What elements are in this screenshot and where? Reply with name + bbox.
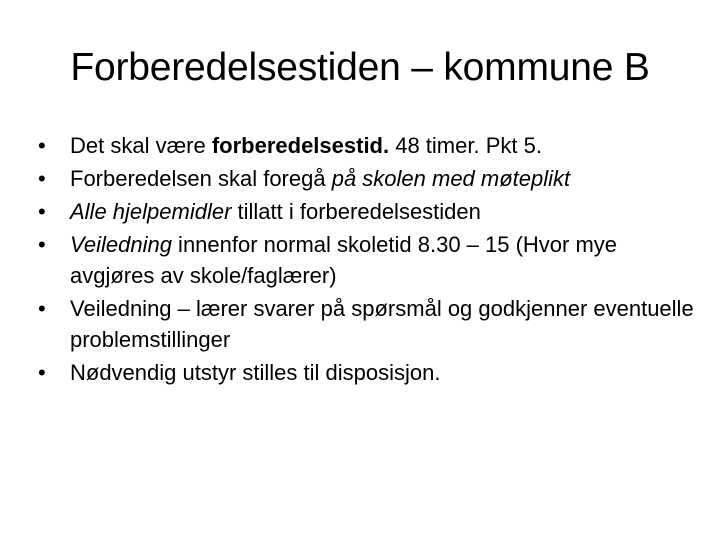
bullet-item-5 [36, 293, 696, 355]
bullet-icon: • [38, 133, 46, 158]
bullet-item-1 [36, 130, 696, 161]
bullet-4-text-b: innenfor normal skoletid 8.30 – 15 (Hvor mye avgjøres av skole/faglærer) [70, 232, 618, 288]
bullet-2-text-a: Forberedelsen skal foregå [70, 166, 332, 191]
bullet-1-text-a: Det skal være [70, 133, 212, 158]
bullet-6-text: Nødvendig utstyr stilles til disposisjon. [70, 360, 441, 385]
bullet-item-3 [36, 196, 696, 227]
bullet-2-text-italic: på skolen med møteplikt [331, 166, 571, 191]
bullet-icon: • [38, 360, 46, 385]
bullet-3-text-b: tillatt i forberedelsestiden [231, 199, 481, 224]
bullet-1-text-bold: forberedelsestid. [211, 133, 390, 158]
bullet-5-text: Veiledning – lærer svarer på spørsmål og godkjenner eventuelle problemstillinger [70, 296, 694, 352]
bullet-icon: • [38, 296, 46, 321]
bullet-1-text-c: 48 timer. Pkt 5. [389, 133, 542, 158]
bullet-icon: • [38, 166, 46, 191]
bullet-item-4 [36, 229, 696, 291]
bullet-item-6 [36, 357, 696, 388]
bullet-list [36, 130, 696, 390]
bullet-icon: • [38, 199, 46, 224]
bullet-3-text-italic: Alle hjelpemidler [70, 199, 232, 224]
bullet-4-text-italic: Veiledning [70, 232, 172, 257]
bullet-icon: • [38, 232, 46, 257]
slide-title: Forberedelsestiden – kommune B [70, 46, 650, 89]
bullet-item-2 [36, 163, 696, 194]
